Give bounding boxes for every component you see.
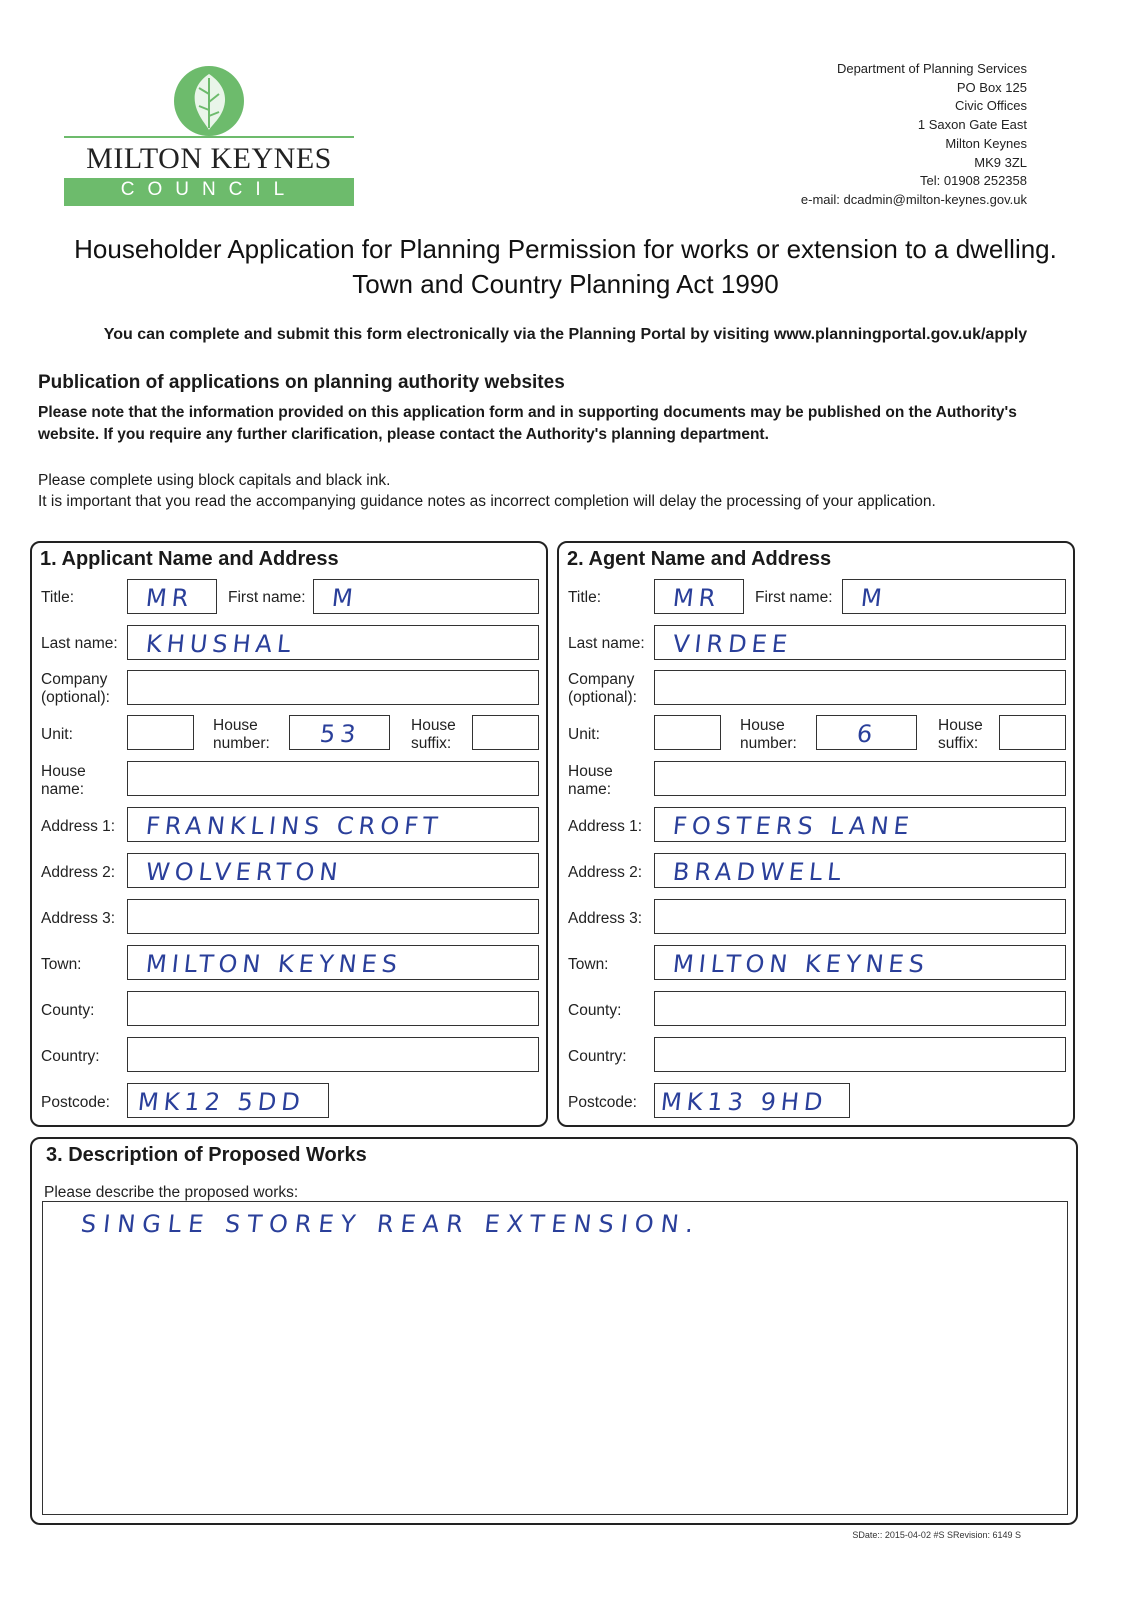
address-line: e-mail: dcadmin@milton-keynes.gov.uk xyxy=(800,191,1027,207)
applicant-address3-field[interactable] xyxy=(127,899,539,934)
agent-house-name-field[interactable] xyxy=(654,761,1066,796)
house-name-label-line1: House xyxy=(568,763,613,780)
agent-house-number-field[interactable] xyxy=(816,715,917,750)
agent-company-field[interactable] xyxy=(654,670,1066,705)
applicant-unit-field[interactable] xyxy=(127,715,194,750)
company-label-line2: (optional): xyxy=(568,689,637,706)
last-name-label: Last name: xyxy=(41,635,118,652)
address2-label: Address 2: xyxy=(568,864,643,881)
house-number-label-line2: number: xyxy=(213,735,270,752)
house-number-label-line2: number: xyxy=(740,735,797,752)
first-name-label: First name: xyxy=(228,589,306,606)
address-line: 1 Saxon Gate East xyxy=(917,117,1027,133)
agent-unit-field[interactable] xyxy=(654,715,721,750)
town-label: Town: xyxy=(41,956,82,973)
address-line: PO Box 125 xyxy=(956,79,1027,95)
company-label xyxy=(41,671,110,707)
council-name: MILTON KEYNES xyxy=(86,142,332,175)
house-name-label-line1: House xyxy=(41,763,86,780)
agent-house-number-value: 6 xyxy=(855,720,879,748)
council-address xyxy=(801,60,1027,210)
oak-leaf-icon xyxy=(167,64,251,138)
works-description-value: SINGLE STOREY REAR EXTENSION. xyxy=(79,1210,702,1238)
agent-heading: 2. Agent Name and Address xyxy=(567,548,832,570)
agent-town-value: MILTON KEYNES xyxy=(671,950,931,978)
applicant-address1-field[interactable] xyxy=(127,807,539,842)
applicant-title-value: MR xyxy=(144,584,195,612)
form-title-line1: Householder Application for Planning Permission for works or extension to a dwelling. xyxy=(74,234,1057,264)
agent-address2-field[interactable] xyxy=(654,853,1066,888)
address-line: Tel: 01908 252358 xyxy=(920,173,1027,189)
house-suffix-label-line1: House xyxy=(938,717,983,734)
house-suffix-label-line2: suffix: xyxy=(411,735,452,752)
title-label: Title: xyxy=(41,589,75,606)
applicant-last-name-field[interactable] xyxy=(127,625,539,660)
last-name-label: Last name: xyxy=(568,635,645,652)
unit-label: Unit: xyxy=(41,726,73,743)
house-number-label xyxy=(740,717,797,753)
publication-heading: Publication of applications on planning authority websites xyxy=(38,372,565,393)
agent-town-field[interactable] xyxy=(654,945,1066,980)
logo-rule xyxy=(64,136,354,138)
applicant-house-number-field[interactable] xyxy=(289,715,390,750)
company-label-line1: Company xyxy=(568,671,635,688)
unit-label: Unit: xyxy=(568,726,600,743)
applicant-first-name-value: M xyxy=(330,584,360,612)
agent-address3-field[interactable] xyxy=(654,899,1066,934)
agent-postcode-field[interactable] xyxy=(654,1083,850,1118)
house-number-label xyxy=(213,717,270,753)
applicant-address2-field[interactable] xyxy=(127,853,539,888)
address-line: Milton Keynes xyxy=(945,135,1027,151)
applicant-house-name-field[interactable] xyxy=(127,761,539,796)
county-label: County: xyxy=(568,1002,622,1019)
county-label: County: xyxy=(41,1002,95,1019)
address3-label: Address 3: xyxy=(41,910,116,927)
applicant-heading: 1. Applicant Name and Address xyxy=(40,548,339,570)
applicant-postcode-value: MK12 5DD xyxy=(136,1088,307,1116)
title-label: Title: xyxy=(568,589,602,606)
agent-county-field[interactable] xyxy=(654,991,1066,1026)
instruction-line: It is important that you read the accompanying guidance notes as incorrect completion will delay the processing of your application. xyxy=(38,493,936,510)
agent-title-value: MR xyxy=(671,584,722,612)
agent-address1-field[interactable] xyxy=(654,807,1066,842)
applicant-title-field[interactable] xyxy=(127,579,217,614)
agent-first-name-field[interactable] xyxy=(842,579,1066,614)
address-line: MK9 3ZL xyxy=(974,154,1027,170)
publication-text: Please note that the information provided on this application form and in supporting documents may be published on the Authority's website. If you require any further clarification, please contact the Authority's planning department. xyxy=(38,404,1017,443)
town-label: Town: xyxy=(568,956,609,973)
country-label: Country: xyxy=(41,1048,100,1065)
applicant-address1-value: FRANKLINS CROFT xyxy=(144,812,444,840)
address-line: Civic Offices xyxy=(955,98,1027,114)
address1-label: Address 1: xyxy=(41,818,116,835)
applicant-country-field[interactable] xyxy=(127,1037,539,1072)
agent-postcode-value: MK13 9HD xyxy=(659,1088,829,1116)
company-label-line2: (optional): xyxy=(41,689,110,706)
house-name-label-line2: name: xyxy=(41,781,85,798)
instruction-line: Please complete using block capitals and black ink. xyxy=(38,472,391,489)
works-prompt: Please describe the proposed works: xyxy=(44,1184,299,1201)
instructions xyxy=(38,470,936,512)
works-description-field[interactable] xyxy=(42,1201,1068,1515)
applicant-last-name-value: KHUSHAL xyxy=(144,630,297,658)
agent-title-field[interactable] xyxy=(654,579,744,614)
agent-address2-value: BRADWELL xyxy=(671,858,848,886)
address3-label: Address 3: xyxy=(568,910,643,927)
applicant-address2-value: WOLVERTON xyxy=(144,858,344,886)
agent-address1-value: FOSTERS LANE xyxy=(671,812,916,840)
applicant-postcode-field[interactable] xyxy=(127,1083,329,1118)
portal-notice: You can complete and submit this form electronically via the Planning Portal by visiting www.planningportal.gov.uk/apply xyxy=(103,326,1028,343)
council-subtitle: COUNCIL xyxy=(120,179,298,200)
house-suffix-label-line2: suffix: xyxy=(938,735,979,752)
house-name-label xyxy=(41,763,86,799)
applicant-house-suffix-field[interactable] xyxy=(472,715,539,750)
applicant-first-name-field[interactable] xyxy=(313,579,539,614)
applicant-town-value: MILTON KEYNES xyxy=(144,950,404,978)
applicant-town-field[interactable] xyxy=(127,945,539,980)
house-suffix-label xyxy=(411,717,456,753)
agent-first-name-value: M xyxy=(859,584,889,612)
agent-section xyxy=(557,541,1075,1127)
house-suffix-label-line1: House xyxy=(411,717,456,734)
applicant-house-number-value: 53 xyxy=(318,720,363,748)
house-suffix-label xyxy=(938,717,983,753)
postcode-label: Postcode: xyxy=(41,1094,110,1111)
agent-house-suffix-field[interactable] xyxy=(999,715,1066,750)
agent-last-name-value: VIRDEE xyxy=(671,630,794,658)
first-name-label: First name: xyxy=(755,589,833,606)
company-label xyxy=(568,671,637,707)
address-line: Department of Planning Services xyxy=(836,61,1027,76)
council-logo xyxy=(64,64,354,206)
applicant-section xyxy=(30,541,548,1127)
house-name-label-line2: name: xyxy=(568,781,612,798)
works-heading: 3. Description of Proposed Works xyxy=(46,1144,367,1166)
address2-label: Address 2: xyxy=(41,864,116,881)
country-label: Country: xyxy=(568,1048,627,1065)
house-number-label-line1: House xyxy=(740,717,785,734)
form-title xyxy=(0,232,1131,302)
house-number-label-line1: House xyxy=(213,717,258,734)
postcode-label: Postcode: xyxy=(568,1094,637,1111)
company-label-line1: Company xyxy=(41,671,108,688)
applicant-county-field[interactable] xyxy=(127,991,539,1026)
address1-label: Address 1: xyxy=(568,818,643,835)
applicant-company-field[interactable] xyxy=(127,670,539,705)
works-section xyxy=(30,1137,1078,1525)
footer-stamp: SDate:: 2015-04-02 #S SRevision: 6149 S xyxy=(852,1530,1021,1540)
house-name-label xyxy=(568,763,613,799)
form-title-line2: Town and Country Planning Act 1990 xyxy=(352,269,779,299)
agent-country-field[interactable] xyxy=(654,1037,1066,1072)
agent-last-name-field[interactable] xyxy=(654,625,1066,660)
